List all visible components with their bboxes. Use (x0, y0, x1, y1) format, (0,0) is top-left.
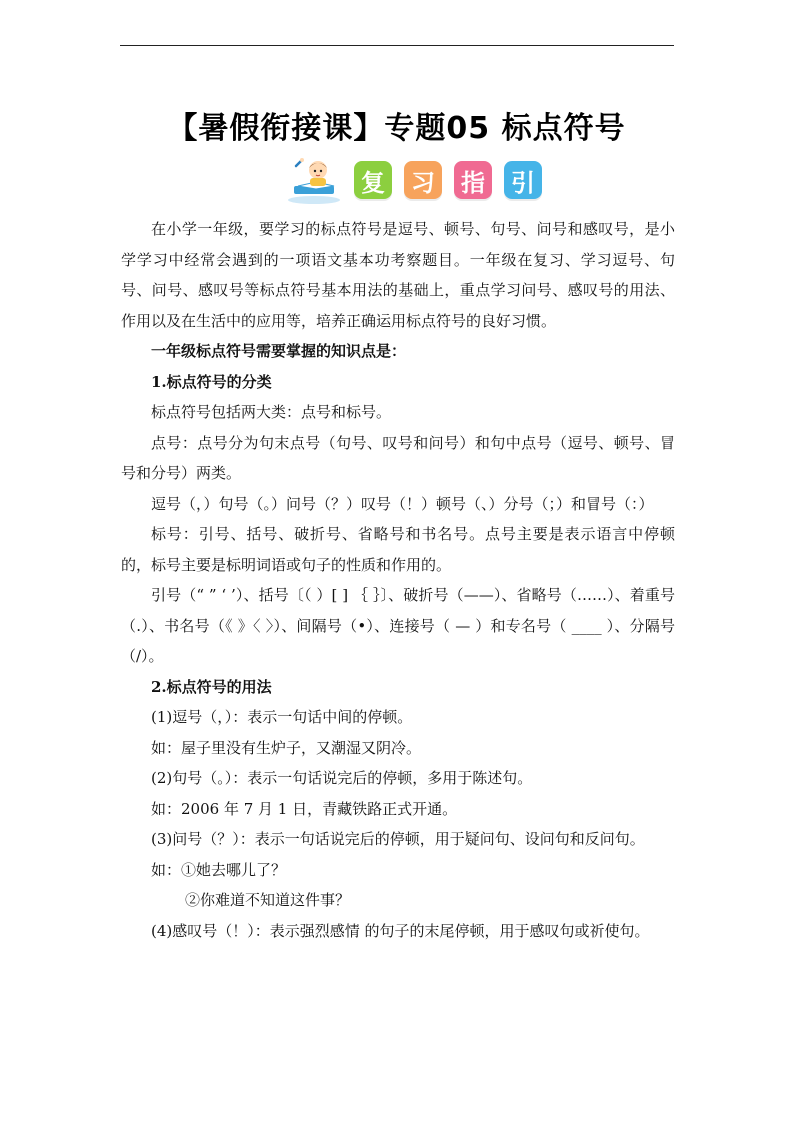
section-1-paragraph: 点号：点号分为句末点号（句号、叹号和问号）和句中点号（逗号、顿号、冒号和分号）两类。 (121, 433, 675, 482)
usage-item: (4)感叹号（！）：表示强烈感情 的句子的末尾停顿，用于感叹句或祈使句。 (151, 921, 650, 940)
intro-paragraph: 在小学一年级，要学习的标点符号是逗号、顿号、句号、问号和感叹号，是小学学习中经常会遇到的一项语文基本功考察题目。一年级在复习、学习逗号、句号、问号、感叹号等标点符号基本用法的基础上，重点学习问号、感叹号的用法、作用以及在生活中的应用等，培养正确运用标点符号的良好习惯。 (121, 220, 675, 330)
section-1-paragraph: 标点符号包括两大类：点号和标号。 (151, 403, 392, 421)
usage-example: 如：2006 年 7 月 1 日，青藏铁路正式开通。 (151, 799, 458, 818)
usage-example: 如：①她去哪儿了？ (151, 860, 287, 879)
usage-example: ②你难道不知道这件事？ (185, 891, 351, 909)
usage-item: (1)逗号（，）：表示一句话中间的停顿。 (151, 708, 413, 726)
section-2-heading: 2.标点符号的用法 (151, 677, 272, 696)
document-body (121, 214, 675, 946)
section-1-paragraph: 逗号（，）句号（。）问号（？）叹号（！）顿号（、）分号（；）和冒号（：） (151, 494, 654, 513)
usage-example: 如：屋子里没有生炉子，又潮湿又阴冷。 (151, 738, 422, 757)
section-1-heading: 1.标点符号的分类 (151, 372, 272, 391)
tile-zhi: 指 (454, 161, 492, 199)
key-points-heading: 一年级标点符号需要掌握的知识点是： (151, 342, 407, 360)
usage-item: (3)问号（？）：表示一句话说完后的停顿，用于疑问句、设问句和反问句。 (151, 830, 645, 848)
page-title: 【暑假衔接课】专题05 标点符号 (167, 111, 626, 146)
section-1-paragraph: 标号：引号、括号、破折号、省略号和书名号。点号主要是表示语言中停顿的，标号主要是标明词语或句子的性质和作用的。 (121, 525, 675, 574)
tile-fu: 复 (354, 161, 392, 199)
tile-yin: 引 (504, 161, 542, 199)
review-guide-banner (288, 156, 554, 204)
section-1-paragraph: 引号（“ ” ‘ ’）、括号〔（ ）[ ] ｛ ｝〕、破折号（——）、省略号（……）、着重号（.）、书名号（《 》〈 〉）、间隔号（•）、连接号（ — ）和专名号（ ____ ）、分隔号（/）。 (121, 586, 675, 665)
header-rule (120, 45, 674, 46)
tile-xi: 习 (404, 161, 442, 199)
usage-item: (2)句号（。）：表示一句话说完后的停顿，多用于陈述句。 (151, 769, 533, 787)
child-reading-illustration (288, 156, 346, 204)
